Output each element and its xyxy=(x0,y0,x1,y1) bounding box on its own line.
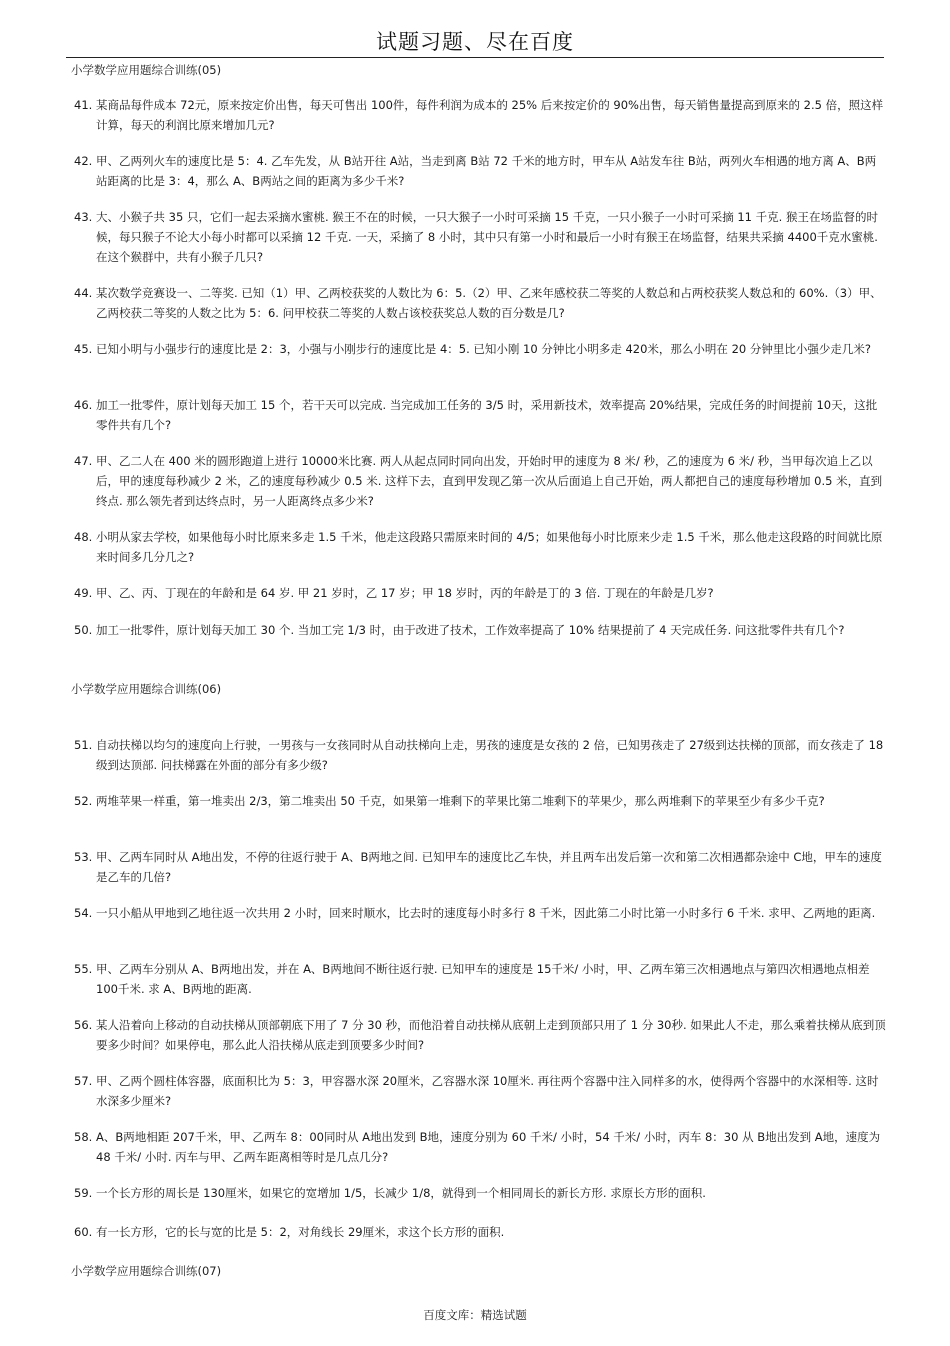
problem-text: 大、小猴子共 35 只，它们一起去采摘水蜜桃. 猴王不在的时候，一只大猴子一小时可采摘 15 千克，一只小猴子一小时可采摘 11 千克. 猴王在场监督的时候，每只猴子不论大小每小时都可以采摘 12 千克. 一天，采摘了 8 小时，其中只有第一小时和最后一小时有猴王在场监督，结果共采摘 4400千克水蜜桃. 在这个猴群中，共有小猴子几只? xyxy=(96,210,878,264)
problem-number: 44. xyxy=(74,286,93,300)
problem-number: 59. xyxy=(74,1186,93,1200)
problem-text: 甲、乙两列火车的速度比是 5：4. 乙车先发，从 B站开往 A站，当走到离 B站 72 千米的地方时，甲车从 A站发车往 B站，两列火车相遇的地方离 A、B两站距离的比是 3：4，那么 A、B两站之间的距离为多少千米? xyxy=(96,154,877,188)
problem-item xyxy=(74,847,886,887)
section-title: 小学数学应用题综合训练(05) xyxy=(71,63,222,77)
section-title: 小学数学应用题综合训练(07) xyxy=(71,1264,222,1278)
problem-item xyxy=(74,620,886,640)
problem-item xyxy=(74,339,886,359)
problem-item xyxy=(74,1222,886,1242)
problem-text: 一个长方形的周长是 130厘米，如果它的宽增加 1/5，长减少 1/8，就得到一个相同周长的新长方形. 求原长方形的面积. xyxy=(96,1186,706,1200)
problem-text: A、B两地相距 207千米，甲、乙两车 8：00同时从 A地出发到 B地，速度分别为 60 千米/ 小时，54 千米/ 小时，丙车 8：30 从 B地出发到 A地，速度为 48 千米/ 小时. 丙车与甲、乙两车距离相等时是几点几分? xyxy=(96,1130,881,1164)
section-title: 小学数学应用题综合训练(06) xyxy=(71,682,222,696)
header-divider xyxy=(66,57,884,58)
problem-item xyxy=(74,583,886,603)
problem-item xyxy=(74,791,886,811)
problem-text: 小明从家去学校，如果他每小时比原来多走 1.5 千米，他走这段路只需原来时间的 4/5；如果他每小时比原来少走 1.5 千米，那么他走这段路的时间就比原来时间多几分几之? xyxy=(96,530,883,564)
problem-text: 甲、乙二人在 400 米的圆形跑道上进行 10000米比赛. 两人从起点同时同向出发，开始时甲的速度为 8 米/ 秒，乙的速度为 6 米/ 秒，当甲每次追上乙以后，甲的速度每秒减少 2 米，乙的速度每秒减少 0.5 米. 这样下去，直到甲发现乙第一次从后面追上自己开始，两人都把自己的速度每秒增加 0.5 米，直到终点. 那么领先者到达终点时，另一人距离终点多少米? xyxy=(96,454,883,508)
problem-number: 53. xyxy=(74,850,93,864)
problem-text: 甲、乙两车同时从 A地出发，不停的往返行驶于 A、B两地之间. 已知甲车的速度比乙车快，并且两车出发后第一次和第二次相遇都杂途中 C地，甲车的速度是乙车的几倍? xyxy=(96,850,882,884)
problem-item xyxy=(74,1071,886,1111)
problem-number: 60. xyxy=(74,1225,93,1239)
problem-text: 加工一批零件，原计划每天加工 15 个，若干天可以完成. 当完成加工任务的 3/5 时，采用新技术，效率提高 20%结果，完成任务的时间提前 10天，这批零件共有几个? xyxy=(96,398,878,432)
problem-number: 46. xyxy=(74,398,93,412)
problem-item xyxy=(74,1127,886,1167)
page-footer: 百度文库：精选试题 xyxy=(423,1308,527,1322)
problem-item xyxy=(74,283,886,323)
problem-number: 49. xyxy=(74,586,93,600)
problem-item xyxy=(74,735,886,775)
page-header-title: 试题习题、尽在百度 xyxy=(376,30,574,54)
problem-number: 54. xyxy=(74,906,93,920)
problem-number: 47. xyxy=(74,454,93,468)
problem-item xyxy=(74,1015,886,1055)
problem-text: 甲、乙、丙、丁现在的年龄和是 64 岁. 甲 21 岁时，乙 17 岁；甲 18 岁时，丙的年龄是丁的 3 倍. 丁现在的年龄是几岁? xyxy=(96,586,714,600)
problem-number: 57. xyxy=(74,1074,93,1088)
problem-text: 已知小明与小强步行的速度比是 2：3，小强与小刚步行的速度比是 4：5. 已知小刚 10 分钟比小明多走 420米，那么小明在 20 分钟里比小强少走几米? xyxy=(96,342,871,356)
problem-number: 41. xyxy=(74,98,93,112)
problem-item xyxy=(74,451,886,511)
problem-text: 加工一批零件，原计划每天加工 30 个. 当加工完 1/3 时，由于改进了技术，工作效率提高了 10% 结果提前了 4 天完成任务. 问这批零件共有几个? xyxy=(96,623,845,637)
problem-item xyxy=(74,527,886,567)
problem-text: 一只小船从甲地到乙地往返一次共用 2 小时，回来时顺水，比去时的速度每小时多行 8 千米，因此第二小时比第一小时多行 6 千米. 求甲、乙两地的距离. xyxy=(96,906,876,920)
problem-item xyxy=(74,903,886,923)
problem-number: 56. xyxy=(74,1018,93,1032)
problem-item xyxy=(74,959,886,999)
problem-text: 有一长方形，它的长与宽的比是 5：2，对角线长 29厘米，求这个长方形的面积. xyxy=(96,1225,505,1239)
problem-item xyxy=(74,151,886,191)
problem-text: 某商品每件成本 72元，原来按定价出售，每天可售出 100件，每件利润为成本的 25% 后来按定价的 90%出售，每天销售量提高到原来的 2.5 倍，照这样计算，每天的利润比原来增加几元? xyxy=(96,98,884,132)
problem-number: 48. xyxy=(74,530,93,544)
problem-item xyxy=(74,95,886,135)
problem-number: 42. xyxy=(74,154,93,168)
problem-item xyxy=(74,1183,886,1203)
problem-item xyxy=(74,207,886,267)
problem-number: 45. xyxy=(74,342,93,356)
problem-number: 58. xyxy=(74,1130,93,1144)
problem-text: 甲、乙两个圆柱体容器，底面积比为 5：3，甲容器水深 20厘米，乙容器水深 10厘米. 再往两个容器中注入同样多的水，使得两个容器中的水深相等. 这时水深多少厘米? xyxy=(96,1074,879,1108)
problem-number: 51. xyxy=(74,738,93,752)
problem-number: 52. xyxy=(74,794,93,808)
problem-text: 两堆苹果一样重，第一堆卖出 2/3，第二堆卖出 50 千克，如果第一堆剩下的苹果比第二堆剩下的苹果少，那么两堆剩下的苹果至少有多少千克? xyxy=(96,794,825,808)
problem-item xyxy=(74,395,886,435)
problem-text: 某人沿着向上移动的自动扶梯从顶部朝底下用了 7 分 30 秒，而他沿着自动扶梯从底朝上走到顶部只用了 1 分 30秒. 如果此人不走，那么乘着扶梯从底到顶要多少时间？如果停电，那么此人沿扶梯从底走到顶要多少时间? xyxy=(96,1018,886,1052)
problem-text: 甲、乙两车分别从 A、B两地出发，并在 A、B两地间不断往返行驶. 已知甲车的速度是 15千米/ 小时，甲、乙两车第三次相遇地点与第四次相遇地点相差 100千米. 求 A、B两地的距离. xyxy=(96,962,870,996)
problem-text: 自动扶梯以均匀的速度向上行驶，一男孩与一女孩同时从自动扶梯向上走，男孩的速度是女孩的 2 倍，已知男孩走了 27级到达扶梯的顶部，而女孩走了 18级到达顶部. 问扶梯露在外面的部分有多少级? xyxy=(96,738,884,772)
problem-number: 55. xyxy=(74,962,93,976)
problem-text: 某次数学竞赛设一、二等奖. 已知（1）甲、乙两校获奖的人数比为 6：5.（2）甲、乙来年感校获二等奖的人数总和占两校获奖人数总和的 60%.（3）甲、乙两校获二等奖的人数之比为 5：6. 问甲校获二等奖的人数占该校获奖总人数的百分数是几? xyxy=(96,286,882,320)
problem-number: 43. xyxy=(74,210,93,224)
problem-number: 50. xyxy=(74,623,93,637)
